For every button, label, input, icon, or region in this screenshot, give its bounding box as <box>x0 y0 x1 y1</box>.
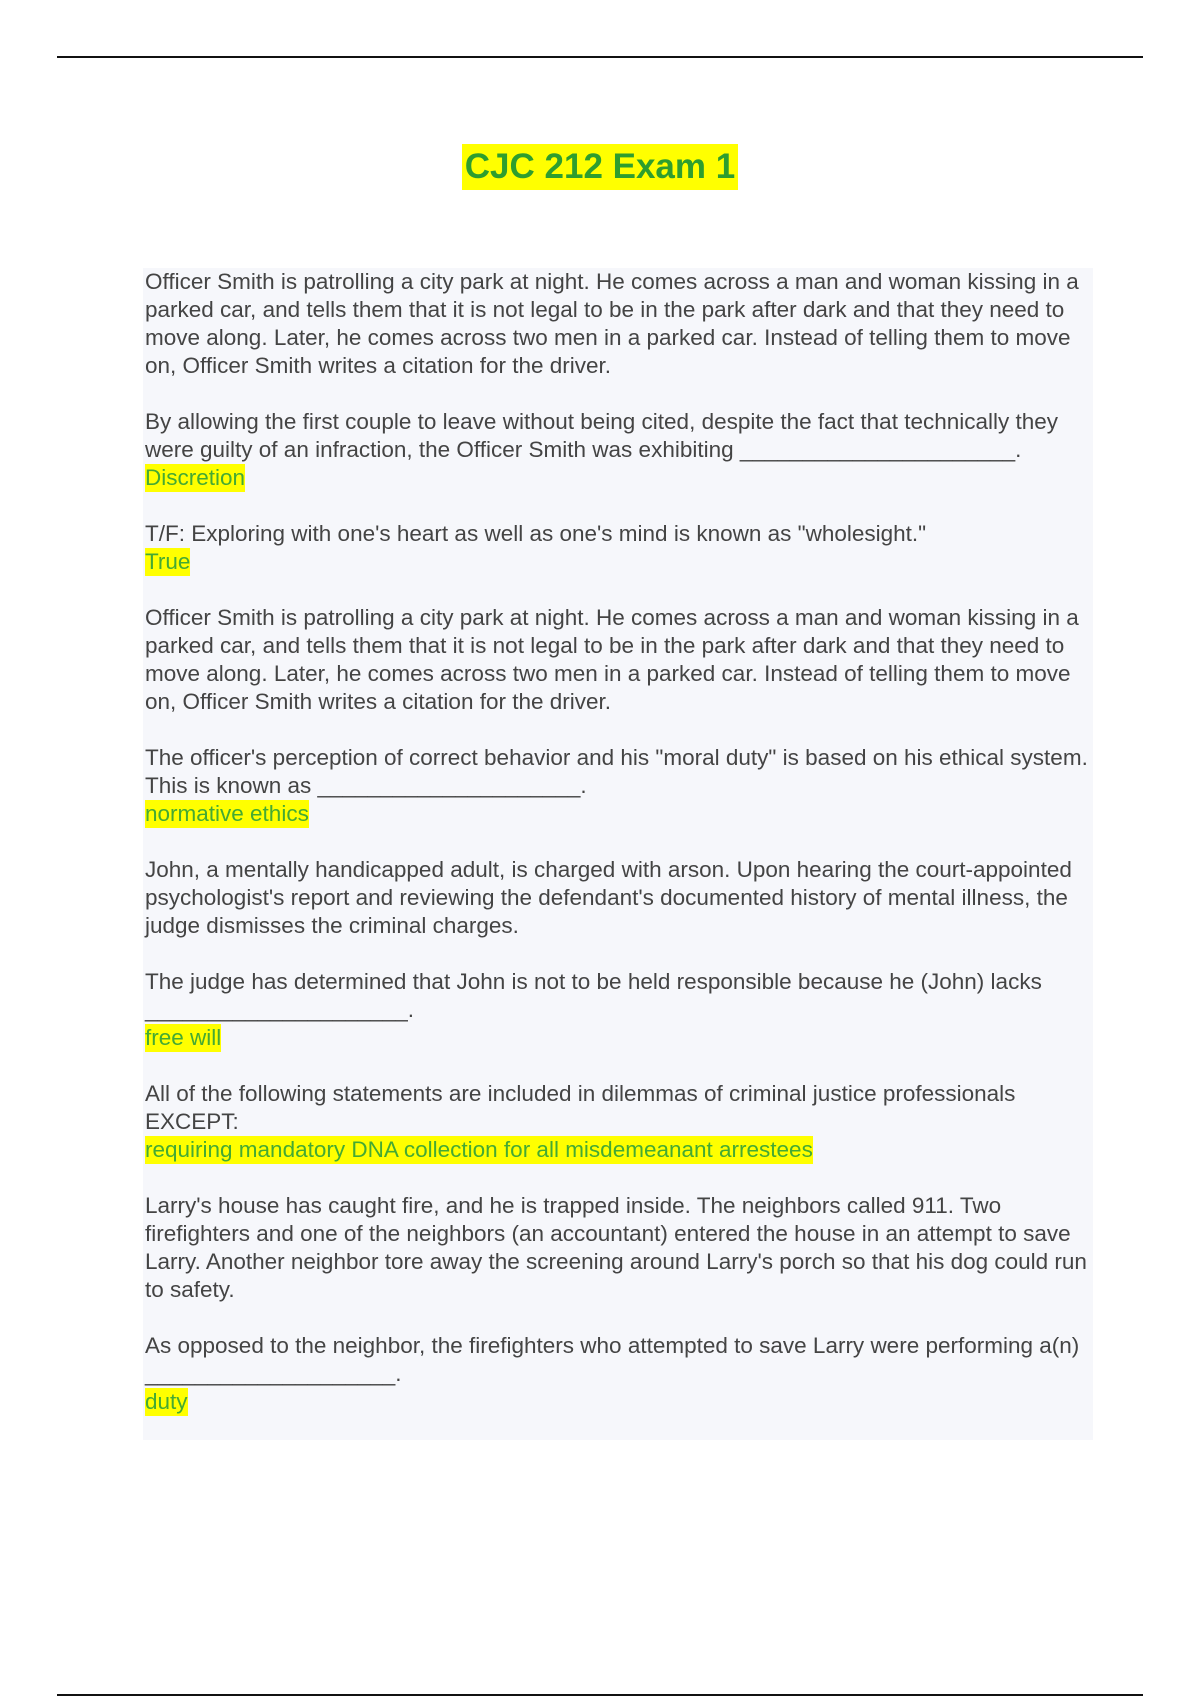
question-text: By allowing the first couple to leave without being cited, despite the fact that technically they were guilty of an infraction, the Officer Smith was exhibiting ______________________. <box>145 409 1059 462</box>
question-text: All of the following statements are included in dilemmas of criminal justice professionals EXCEPT: <box>145 1081 1016 1134</box>
bottom-rule <box>57 1694 1143 1696</box>
question-text: The officer's perception of correct behavior and his "moral duty" is based on his ethical system. This is known as _____________________. <box>145 745 1088 798</box>
answer-highlight: requiring mandatory DNA collection for all misdemeanant arrestees <box>145 1137 813 1162</box>
exam-item-4 <box>145 856 1093 1052</box>
exam-item-5 <box>145 1080 1093 1164</box>
page-title: CJC 212 Exam 1 <box>462 144 738 190</box>
exam-item-3 <box>145 604 1093 828</box>
scenario-text: Officer Smith is patrolling a city park at night. He comes across a man and woman kissing in a parked car, and tells them that it is not legal to be in the park after dark and that they need to move along. Later, he comes across two men in a parked car. Instead of telling them to move on, Officer Smith writes a citation for the driver. <box>145 269 1079 378</box>
title-container <box>0 144 1200 190</box>
answer-highlight: normative ethics <box>145 801 309 826</box>
exam-item-2 <box>145 520 1093 576</box>
scenario-text: John, a mentally handicapped adult, is charged with arson. Upon hearing the court-appointed psychologist's report and reviewing the defendant's documented history of mental illness, the judge dismisses the criminal charges. <box>145 857 1072 938</box>
exam-item-6 <box>145 1192 1093 1416</box>
answer-highlight: duty <box>145 1389 188 1414</box>
question-text: As opposed to the neighbor, the firefighters who attempted to save Larry were performing a(n) ____________________. <box>145 1333 1080 1386</box>
top-rule <box>57 56 1143 58</box>
question-text: T/F: Exploring with one's heart as well as one's mind is known as "wholesight." <box>145 521 927 546</box>
exam-item-1 <box>145 268 1093 492</box>
scenario-text: Officer Smith is patrolling a city park at night. He comes across a man and woman kissing in a parked car, and tells them that it is not legal to be in the park after dark and that they need to move along. Later, he comes across two men in a parked car. Instead of telling them to move on, Officer Smith writes a citation for the driver. <box>145 605 1079 714</box>
answer-highlight: True <box>145 549 191 574</box>
question-text: The judge has determined that John is not to be held responsible because he (John) lacks _____________________. <box>145 969 1042 1022</box>
answer-highlight: Discretion <box>145 465 246 490</box>
exam-content <box>143 268 1093 1440</box>
answer-highlight: free will <box>145 1025 222 1050</box>
scenario-text: Larry's house has caught fire, and he is trapped inside. The neighbors called 911. Two firefighters and one of the neighbors (an accountant) entered the house in an attempt to save Larry. Another neighbor tore away the screening around Larry's porch so that his dog could run to safety. <box>145 1193 1087 1302</box>
